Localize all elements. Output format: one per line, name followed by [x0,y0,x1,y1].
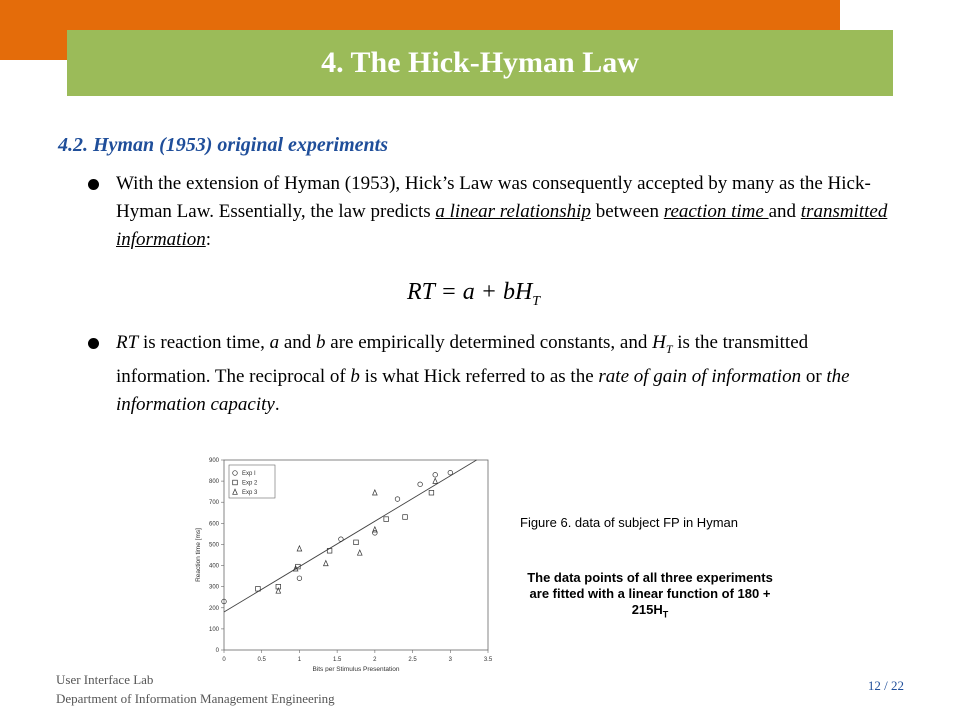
y-tick-label: 300 [208,584,219,591]
bullet-hick-hyman-law [88,170,900,254]
y-tick-label: 500 [208,542,219,549]
bullet-dot [88,179,99,190]
reaction-time-phrase: reaction time [663,201,769,222]
y-tick-label: 800 [208,479,219,486]
x-tick-label: 3.5 [483,657,493,663]
legend-label: Exp I [242,471,256,477]
y-tick-label: 100 [208,626,219,633]
y-tick-label: 900 [208,458,219,464]
bullet-text: With the extension of Hyman (1953), Hick’s Law was consequently accepted by many as the Hick-Hyman Law. Essentially, the law predicts a linear relationship between reaction time and transmitted information: [116,173,888,250]
footer-department: Department of Information Management Engineering [56,691,335,706]
x-tick-label: 1 [297,657,302,663]
figure-caption: Figure 6. data of subject FP in Hyman [520,515,738,530]
y-tick-label: 200 [208,605,219,612]
linear-relationship-phrase: a linear relationship [435,201,591,222]
y-tick-label: 600 [208,521,219,528]
x-tick-label: 1.5 [332,657,342,663]
transmitted-information-phrase: transmitted information [116,201,888,250]
scatter-chart [190,450,502,672]
page-number: 12 / 22 [867,678,904,693]
x-tick-label: 2 [373,657,377,663]
x-tick-label: 0 [222,657,226,663]
x-tick-label: 0.5 [257,657,266,663]
figure-note: The data points of all three experiments are fitted with a linear function of $180 + 215H_T$ [527,570,773,620]
title-banner [67,30,893,96]
y-tick-label: 400 [208,563,219,570]
bullet-dot [88,338,99,349]
bullet-definitions [88,329,900,419]
legend-label: Exp 2 [242,480,258,487]
y-tick-label: 700 [208,500,219,507]
slide-title: 4. The Hick-Hyman Law [321,46,639,79]
x-tick-label: 3 [448,657,452,663]
x-axis-label: Bits per Stimulus Presentation [312,666,400,672]
y-tick-label: 0 [215,648,219,654]
bullet-text: RT is reaction time, a and b are empirically determined constants, and $H_T$ is the transmitted information. The reciprocal of b is what Hick referred to as the rate of gain of information or the information capacity. [116,332,850,415]
legend-label: Exp 3 [242,490,258,496]
footer-affiliation [56,670,335,708]
x-tick-label: 2.5 [408,657,417,663]
y-axis-label: Reaction time [ms] [195,528,202,582]
formula: RT = $a + bH_T$ [407,279,541,309]
footer-lab: User Interface Lab [56,672,154,687]
section-subheading: 4.2. Hyman (1953) original experiments [58,134,388,156]
